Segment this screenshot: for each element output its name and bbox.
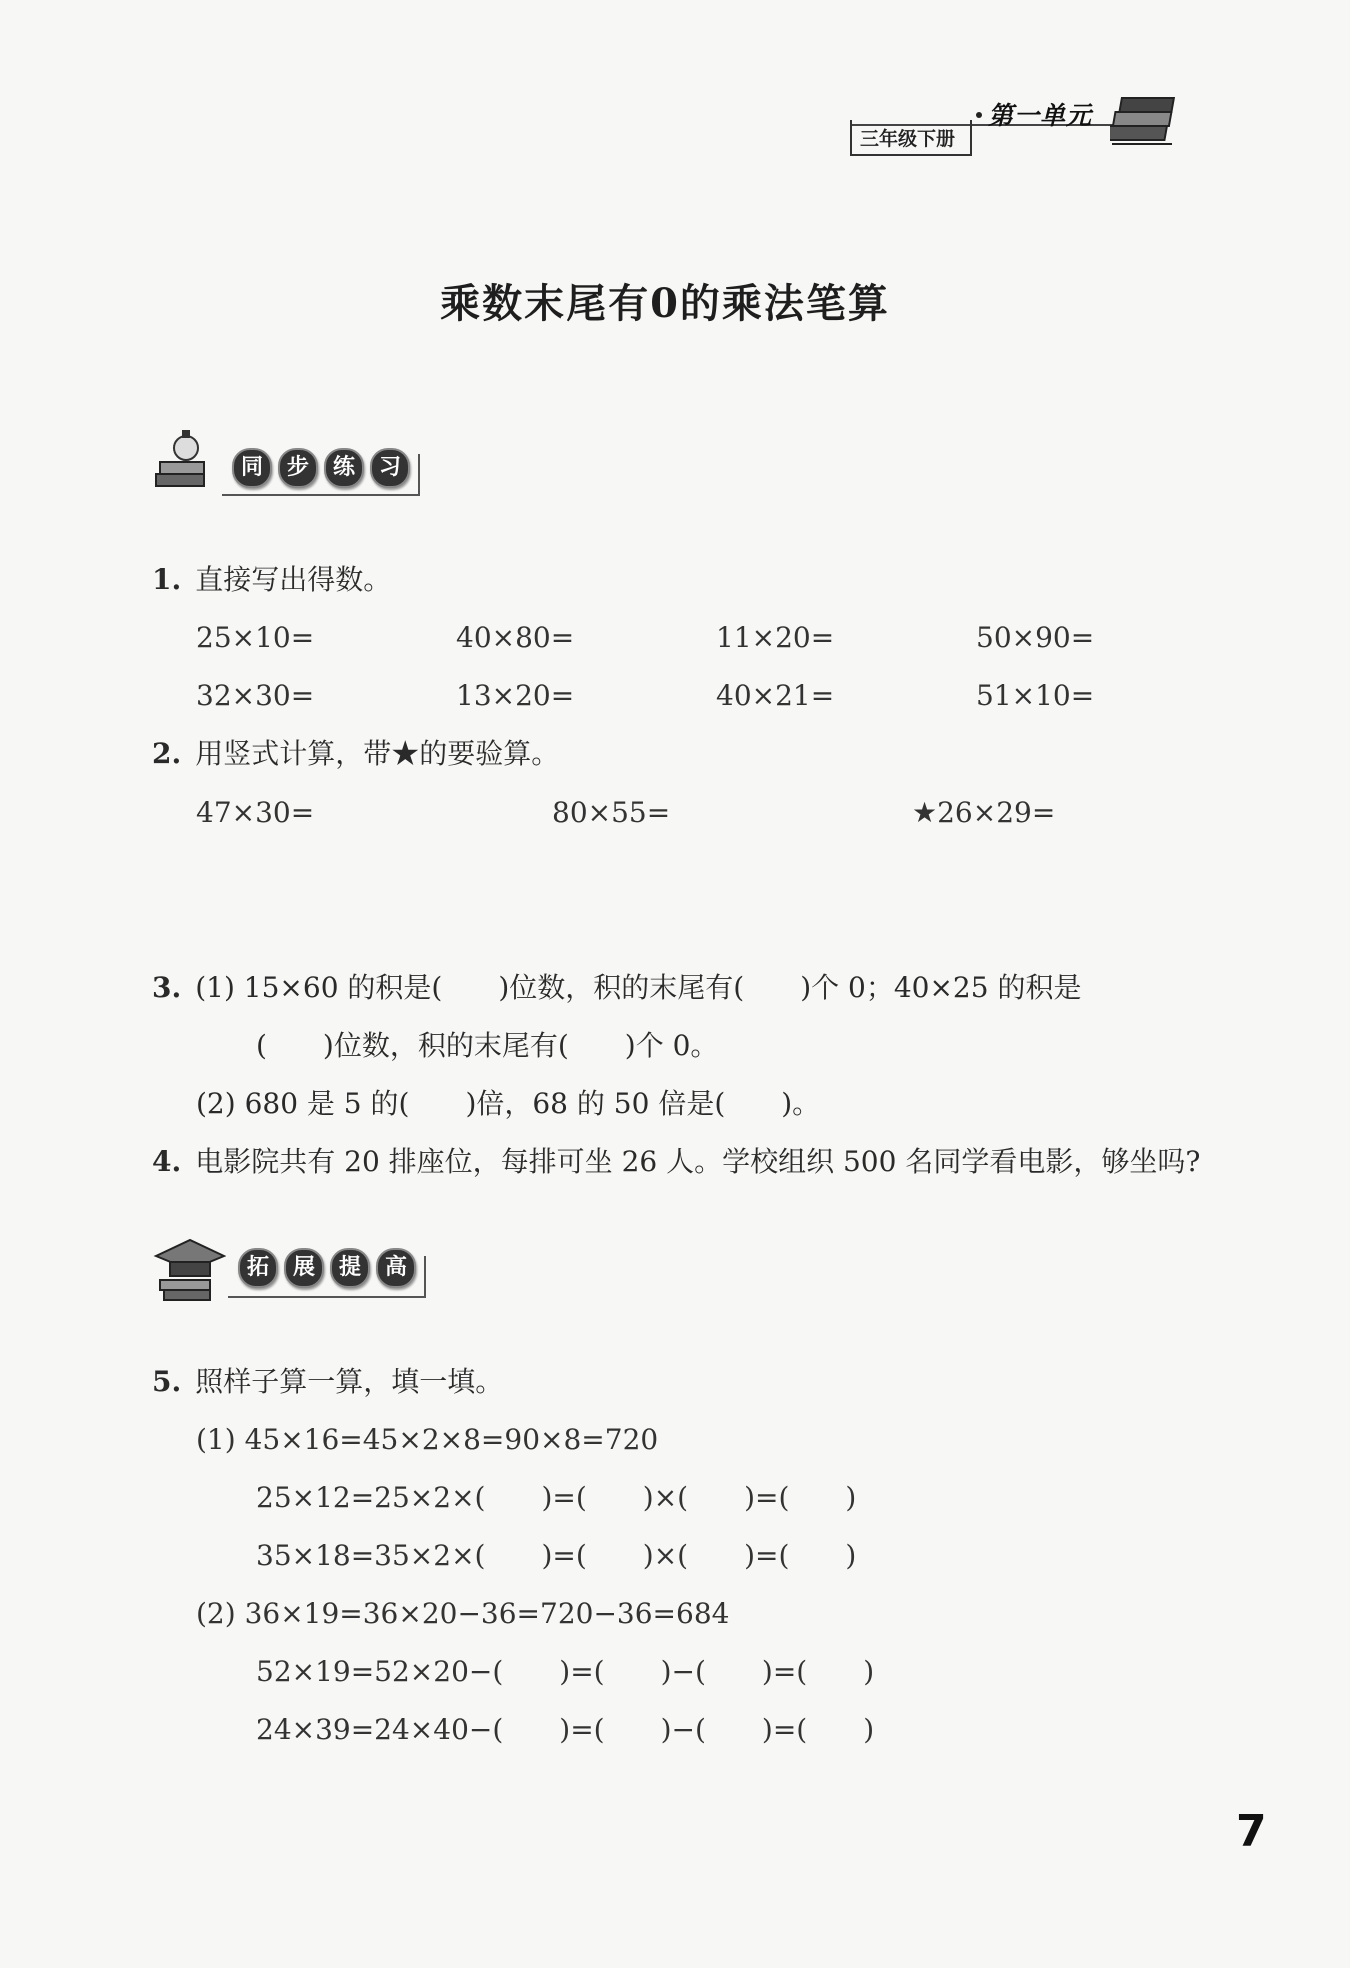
page-number: 7 <box>1236 1806 1267 1857</box>
banner-char: 习 <box>370 448 410 488</box>
q5-item: 25×12=25×2×( )=( )×( )=( ) <box>256 1481 857 1514</box>
q4-text: 电影院共有 20 排座位，每排可坐 26 人。学校组织 500 名同学看电影，够坐吗? <box>195 1145 1201 1178</box>
question-prompt: 用竖式计算，带★的要验算。 <box>195 737 560 770</box>
question-2 <box>152 736 559 772</box>
question-number: 2. <box>152 737 182 770</box>
q3-line-3: (2) 680 是 5 的( )倍，68 的 50 倍是( )。 <box>196 1087 821 1120</box>
banner-char: 同 <box>232 448 272 488</box>
question-number: 4. <box>152 1145 182 1178</box>
grade-label: 三年级下册 <box>860 128 956 150</box>
unit-label: 第一单元 <box>988 101 1093 130</box>
question-5 <box>152 1364 503 1400</box>
q1-item: 25×10= <box>196 621 315 654</box>
question-prompt: 照样子算一算，填一填。 <box>195 1365 504 1398</box>
banner-char: 拓 <box>238 1248 278 1288</box>
q1-item: 32×30= <box>196 679 315 712</box>
banner-badges <box>238 1248 416 1288</box>
question-1 <box>152 562 391 598</box>
graduation-cap-icon <box>150 1226 226 1306</box>
header-dot <box>976 112 982 118</box>
question-3 <box>152 970 1081 1006</box>
question-prompt: 直接写出得数。 <box>195 563 392 596</box>
q5-example-1: (1) 45×16=45×2×8=90×8=720 <box>196 1423 659 1456</box>
q1-item: 40×80= <box>456 621 575 654</box>
banner-char: 提 <box>330 1248 370 1288</box>
q2-item: 47×30= <box>196 796 315 829</box>
q3-line-1: (1) 15×60 的积是( )位数，积的末尾有( )个 0；40×25 的积是 <box>195 971 1082 1004</box>
q1-item: 40×21= <box>716 679 835 712</box>
q1-item: 13×20= <box>456 679 575 712</box>
q5-example-2: (2) 36×19=36×20−36=720−36=684 <box>196 1597 730 1630</box>
question-4 <box>152 1144 1200 1180</box>
question-number: 5. <box>152 1365 182 1398</box>
q1-item: 51×10= <box>976 679 1095 712</box>
banner-char: 展 <box>284 1248 324 1288</box>
banner-char: 步 <box>278 448 318 488</box>
q3-line-2: ( )位数，积的末尾有( )个 0。 <box>256 1029 719 1062</box>
lamp-books-icon <box>150 424 220 504</box>
q5-item: 52×19=52×20−( )=( )−( )=( ) <box>256 1655 875 1688</box>
q5-item: 24×39=24×40−( )=( )−( )=( ) <box>256 1713 875 1746</box>
q2-item-starred: ★26×29= <box>912 796 1056 829</box>
q1-item: 50×90= <box>976 621 1095 654</box>
banner-char: 练 <box>324 448 364 488</box>
books-icon <box>1110 86 1182 158</box>
page-title: 乘数末尾有0的乘法笔算 <box>440 280 890 327</box>
q1-item: 11×20= <box>716 621 835 654</box>
question-number: 1. <box>152 563 182 596</box>
q2-item: 80×55= <box>552 796 671 829</box>
banner-char: 高 <box>376 1248 416 1288</box>
question-number: 3. <box>152 971 182 1004</box>
q5-item: 35×18=35×2×( )=( )×( )=( ) <box>256 1539 857 1572</box>
banner-badges <box>232 448 410 488</box>
